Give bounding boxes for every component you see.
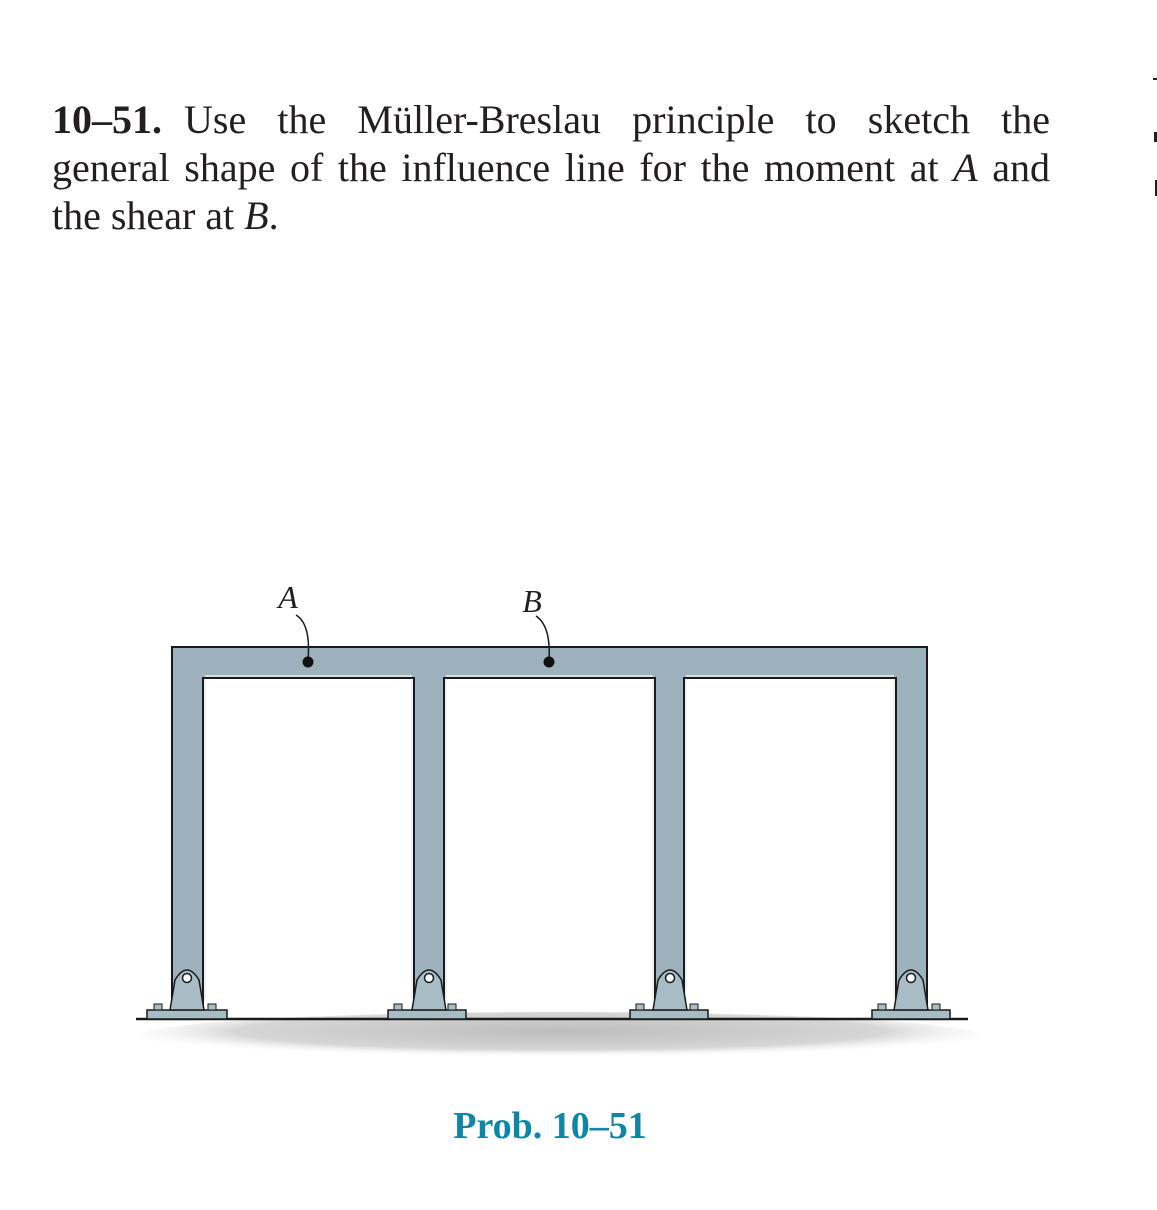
frame-members (172, 647, 927, 1005)
label-b: B (522, 583, 542, 619)
problem-text-part1: Use the Müller-Breslau principle to sketch the general shape of the influence line for the moment at (52, 97, 1050, 190)
point-b-marker (544, 657, 555, 668)
figure-caption (0, 1104, 1100, 1148)
problem-point-b: B (244, 193, 269, 238)
label-a: A (278, 579, 298, 615)
problem-text-part2: and the shear at (52, 145, 1050, 238)
point-a-marker (303, 657, 314, 668)
pin-support-1 (147, 970, 227, 1019)
problem-text-part3: . (268, 193, 279, 238)
pin-support-2 (388, 970, 466, 1019)
member-highlights (205, 676, 894, 1000)
pin-support-3 (630, 970, 708, 1019)
problem-number: 10–51. (52, 97, 162, 142)
figure-caption-text: Prob. 10–51 (453, 1105, 647, 1147)
problem-point-a: A (953, 145, 978, 190)
pin-support-4 (872, 970, 950, 1019)
